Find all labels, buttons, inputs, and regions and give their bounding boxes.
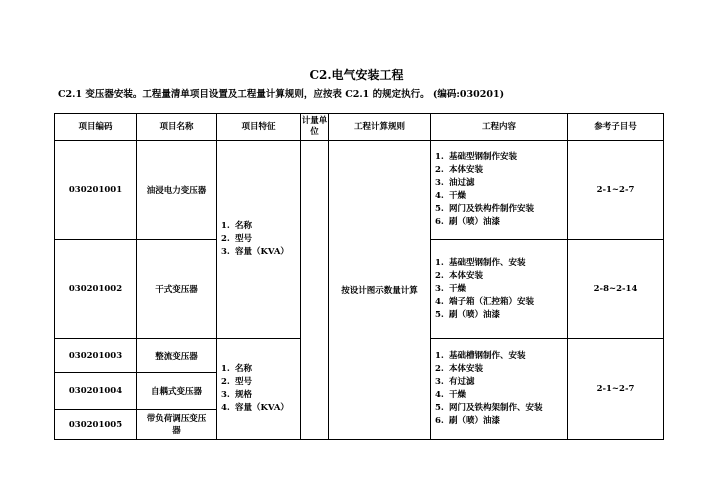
item-table [54,113,664,440]
content-list: 1. 基础型钢制作、安装 2. 本体安装 3. 干燥 4. 端子箱（汇控箱）安装 5. 刷（喷）油漆 [431,240,568,339]
content-item: 干燥 [449,390,467,400]
feature-item: 型号 [235,234,253,244]
content-item: 基础型钢制作安装 [449,152,518,162]
feature-item: 容量（KVA） [235,403,289,413]
header-rule: 工程计算规则 [329,114,431,141]
content-item: 刷（喷）油漆 [449,416,501,426]
header-name: 项目名称 [137,114,217,141]
ref-cell: 2-8~2-14 [568,240,664,339]
content-item: 油过滤 [449,178,475,188]
item-code: 030201005 [55,410,137,440]
unit-cell [301,141,329,440]
ref-cell: 2-1~2-7 [568,339,664,440]
header-content: 工程内容 [431,114,568,141]
feature-list: 1. 名称 2. 型号 3. 规格 4. 容量（KVA） [217,339,301,440]
header-code: 项目编码 [55,114,137,141]
table-row [55,141,664,240]
header-ref: 参考子目号 [568,114,664,141]
content-item: 网门及铁构架制作、安装 [449,403,543,413]
content-item: 干燥 [449,283,467,294]
content-item: 端子箱（汇控箱）安装 [449,296,535,307]
content-item: 网门及铁构件制作安装 [449,204,535,214]
feature-item: 名称 [235,364,253,374]
feature-item: 型号 [235,377,253,387]
content-item: 基础型钢制作、安装 [449,257,526,268]
item-name: 干式变压器 [137,240,217,339]
content-item: 本体安装 [449,165,484,175]
header-row [55,114,664,141]
item-code: 030201001 [55,141,137,240]
item-name: 带负荷调压变压器 [137,410,217,440]
content-item: 本体安装 [449,364,484,374]
header-feature: 项目特征 [217,114,301,141]
item-name: 油浸电力变压器 [137,141,217,240]
section-intro: C2.1 变压器安装。工程量清单项目设置及工程量计算规则，应按表 C2.1 的规定执行。 (编码:030201) [58,89,505,100]
ref-cell: 2-1~2-7 [568,141,664,240]
content-list: 1. 基础槽钢制作、安装 2. 本体安装 3. 有过滤 4. 干燥 5. 网门及铁构架制作、安装 6. 刷（喷）油漆 [431,339,568,440]
rule-cell: 按设计图示数量计算 [329,141,431,440]
item-code: 030201004 [55,373,137,410]
header-unit: 计量单位 [301,114,329,141]
content-item: 刷（喷）油漆 [449,217,501,227]
content-item: 有过滤 [449,377,475,387]
item-code: 030201002 [55,240,137,339]
content-item: 刷（喷）油漆 [449,309,501,320]
item-name: 自耦式变压器 [137,373,217,410]
content-item: 干燥 [449,191,467,201]
content-list: 1. 基础型钢制作安装 2. 本体安装 3. 油过滤 4. 干燥 5. 网门及铁构件制作安装 6. 刷（喷）油漆 [431,141,568,240]
feature-list: 1. 名称 2. 型号 3. 容量（KVA） [217,141,301,339]
content-item: 本体安装 [449,270,484,281]
item-name: 整流变压器 [137,339,217,373]
content-item: 基础槽钢制作、安装 [449,351,526,361]
section-title: C2.电气安装工程 [309,68,404,82]
item-code: 030201003 [55,339,137,373]
feature-item: 名称 [235,221,253,231]
feature-item: 规格 [235,390,253,400]
feature-item: 容量（KVA） [235,247,289,257]
